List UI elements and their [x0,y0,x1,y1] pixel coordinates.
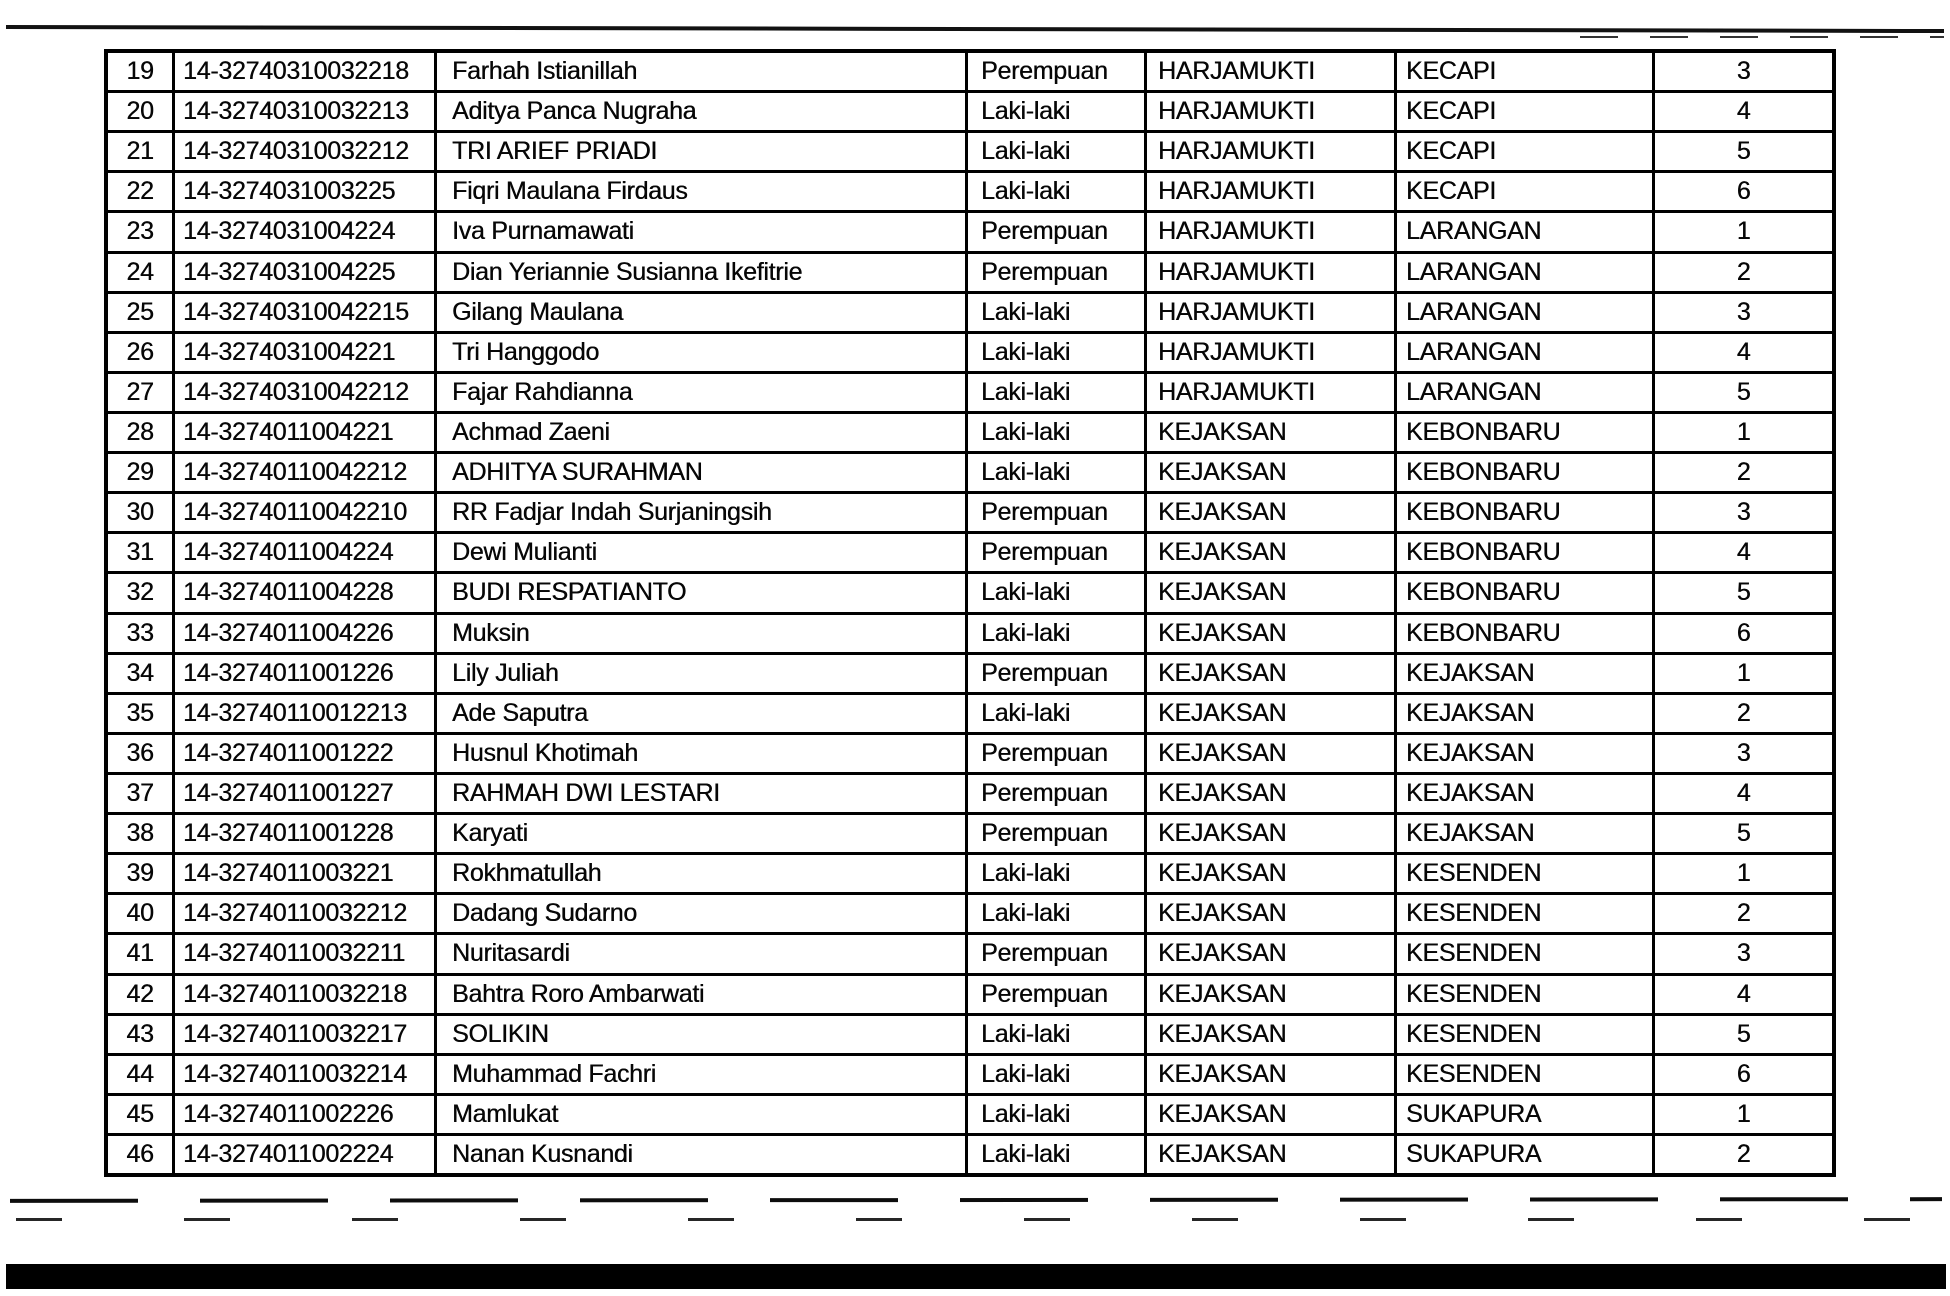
row-number-cell: 30 [108,494,175,531]
village-cell: KEBONBARU [1397,494,1655,531]
name-cell: Nanan Kusnandi [437,1136,968,1173]
district-cell: KEJAKSAN [1147,735,1397,772]
district-cell: KEJAKSAN [1147,1136,1397,1173]
scan-artifact-top-line [6,25,1944,33]
table-row [108,1136,1832,1173]
gender-cell: Perempuan [968,815,1147,852]
sequence-cell: 1 [1736,1099,1751,1128]
gender-cell: Laki-laki [968,334,1147,371]
village-cell: KESENDEN [1397,855,1655,892]
name-cell: Dian Yeriannie Susianna Ikefitrie [437,254,968,291]
name-cell: ADHITYA SURAHMAN [437,454,968,491]
row-number-cell: 39 [108,855,175,892]
name-cell: Farhah Istianillah [437,53,968,90]
row-number-cell: 27 [108,374,175,411]
village-cell: KEJAKSAN [1397,655,1655,692]
row-number-cell: 20 [108,93,175,130]
district-cell: HARJAMUKTI [1147,254,1397,291]
village-cell: LARANGAN [1397,294,1655,331]
registration-id-cell: 14-3274011001222 [175,735,437,772]
district-cell: KEJAKSAN [1147,655,1397,692]
table-row [108,815,1832,855]
name-cell: Dadang Sudarno [437,895,968,932]
district-cell: KEJAKSAN [1147,454,1397,491]
table-row [108,1056,1832,1096]
table-row [108,534,1832,574]
district-cell: HARJAMUKTI [1147,93,1397,130]
district-cell: KEJAKSAN [1147,1056,1397,1093]
row-number-cell: 45 [108,1096,175,1133]
sequence-cell: 5 [1736,377,1751,406]
gender-cell: Perempuan [968,534,1147,571]
row-number-cell: 44 [108,1056,175,1093]
table-row [108,976,1832,1016]
row-number-cell: 38 [108,815,175,852]
sequence-cell: 1 [1736,658,1751,687]
scan-artifact-dash-line-2 [16,1218,1936,1221]
name-cell: Fajar Rahdianna [437,374,968,411]
row-number-cell: 41 [108,935,175,972]
registration-id-cell: 14-32740110042210 [175,494,437,531]
table-row [108,855,1832,895]
table-row [108,735,1832,775]
village-cell: KESENDEN [1397,976,1655,1013]
district-cell: KEJAKSAN [1147,615,1397,652]
district-cell: KEJAKSAN [1147,1096,1397,1133]
sequence-cell: 6 [1736,618,1751,647]
name-cell: Mamlukat [437,1096,968,1133]
sequence-cell: 1 [1736,418,1751,447]
row-number-cell: 33 [108,615,175,652]
table-row [108,775,1832,815]
name-cell: BUDI RESPATIANTO [437,574,968,611]
district-cell: HARJAMUKTI [1147,213,1397,250]
gender-cell: Laki-laki [968,133,1147,170]
table-row [108,574,1832,614]
district-cell: KEJAKSAN [1147,775,1397,812]
district-cell: KEJAKSAN [1147,574,1397,611]
sequence-cell: 4 [1736,779,1751,808]
village-cell: KEBONBARU [1397,615,1655,652]
table-row [108,53,1832,93]
gender-cell: Perempuan [968,655,1147,692]
registration-id-cell: 14-32740110042212 [175,454,437,491]
row-number-cell: 22 [108,173,175,210]
registration-id-cell: 14-32740310032213 [175,93,437,130]
gender-cell: Laki-laki [968,173,1147,210]
gender-cell: Perempuan [968,494,1147,531]
row-number-cell: 43 [108,1016,175,1053]
sequence-cell: 5 [1736,1019,1751,1048]
village-cell: LARANGAN [1397,213,1655,250]
sequence-cell: 4 [1736,538,1751,567]
village-cell: KEBONBARU [1397,534,1655,571]
name-cell: Ade Saputra [437,695,968,732]
gender-cell: Laki-laki [968,374,1147,411]
sequence-cell: 3 [1736,498,1751,527]
row-number-cell: 25 [108,294,175,331]
gender-cell: Perempuan [968,775,1147,812]
table-row [108,133,1832,173]
district-cell: HARJAMUKTI [1147,53,1397,90]
district-cell: HARJAMUKTI [1147,294,1397,331]
table-row [108,173,1832,213]
row-number-cell: 23 [108,213,175,250]
registration-id-cell: 14-3274031004221 [175,334,437,371]
row-number-cell: 42 [108,976,175,1013]
gender-cell: Perempuan [968,976,1147,1013]
registration-id-cell: 14-3274011001228 [175,815,437,852]
name-cell: Achmad Zaeni [437,414,968,451]
district-cell: HARJAMUKTI [1147,374,1397,411]
scan-artifact-bottom-bar [6,1264,1946,1289]
gender-cell: Perempuan [968,53,1147,90]
registration-id-cell: 14-32740110032218 [175,976,437,1013]
sequence-cell: 4 [1736,979,1751,1008]
sequence-cell: 2 [1736,698,1751,727]
row-number-cell: 40 [108,895,175,932]
registration-id-cell: 14-32740110032214 [175,1056,437,1093]
sequence-cell: 6 [1736,177,1751,206]
village-cell: KECAPI [1397,93,1655,130]
village-cell: KESENDEN [1397,1016,1655,1053]
sequence-cell: 2 [1736,1140,1751,1168]
gender-cell: Laki-laki [968,895,1147,932]
sequence-cell: 6 [1736,1059,1751,1088]
name-cell: Dewi Mulianti [437,534,968,571]
district-cell: KEJAKSAN [1147,414,1397,451]
gender-cell: Laki-laki [968,93,1147,130]
row-number-cell: 28 [108,414,175,451]
table-row [108,454,1832,494]
name-cell: Aditya Panca Nugraha [437,93,968,130]
village-cell: KEBONBARU [1397,574,1655,611]
name-cell: Tri Hanggodo [437,334,968,371]
gender-cell: Perempuan [968,213,1147,250]
name-cell: Lily Juliah [437,655,968,692]
district-cell: HARJAMUKTI [1147,133,1397,170]
village-cell: SUKAPURA [1397,1096,1655,1133]
village-cell: KEJAKSAN [1397,735,1655,772]
name-cell: Karyati [437,815,968,852]
district-cell: KEJAKSAN [1147,895,1397,932]
row-number-cell: 35 [108,695,175,732]
row-number-cell: 37 [108,775,175,812]
registration-id-cell: 14-32740310032212 [175,133,437,170]
village-cell: KEJAKSAN [1397,695,1655,732]
district-cell: KEJAKSAN [1147,1016,1397,1053]
registration-id-cell: 14-3274031004224 [175,213,437,250]
gender-cell: Laki-laki [968,615,1147,652]
registration-id-cell: 14-32740110032211 [175,935,437,972]
gender-cell: Perempuan [968,735,1147,772]
sequence-cell: 3 [1736,738,1751,767]
table-row [108,494,1832,534]
row-number-cell: 26 [108,334,175,371]
registration-id-cell: 14-32740310042215 [175,294,437,331]
sequence-cell: 1 [1736,859,1751,888]
row-number-cell: 36 [108,735,175,772]
table-row [108,1096,1832,1136]
table-row [108,655,1832,695]
table-row [108,374,1832,414]
name-cell: Nuritasardi [437,935,968,972]
gender-cell: Laki-laki [968,294,1147,331]
registration-id-cell: 14-3274011004221 [175,414,437,451]
row-number-cell: 21 [108,133,175,170]
sequence-cell: 4 [1736,97,1751,126]
registration-id-cell: 14-3274011002224 [175,1136,437,1173]
gender-cell: Laki-laki [968,695,1147,732]
scan-artifact-dash-line-1 [10,1197,1942,1203]
name-cell: RR Fadjar Indah Surjaningsih [437,494,968,531]
table-row [108,334,1832,374]
row-number-cell: 19 [108,53,175,90]
sequence-cell: 2 [1736,458,1751,487]
registration-id-cell: 14-3274011003221 [175,855,437,892]
name-cell: SOLIKIN [437,1016,968,1053]
name-cell: Bahtra Roro Ambarwati [437,976,968,1013]
gender-cell: Laki-laki [968,454,1147,491]
table-row [108,1016,1832,1056]
registration-id-cell: 14-3274011004224 [175,534,437,571]
village-cell: KEJAKSAN [1397,815,1655,852]
registration-id-cell: 14-32740110032217 [175,1016,437,1053]
row-number-cell: 24 [108,254,175,291]
village-cell: SUKAPURA [1397,1136,1655,1173]
name-cell: Rokhmatullah [437,855,968,892]
gender-cell: Laki-laki [968,855,1147,892]
sequence-cell: 3 [1736,297,1751,326]
district-cell: KEJAKSAN [1147,695,1397,732]
sequence-cell: 2 [1736,899,1751,928]
row-number-cell: 29 [108,454,175,491]
name-cell: Muksin [437,615,968,652]
village-cell: LARANGAN [1397,334,1655,371]
gender-cell: Laki-laki [968,1016,1147,1053]
table-row [108,895,1832,935]
name-cell: TRI ARIEF PRIADI [437,133,968,170]
registration-id-cell: 14-32740110012213 [175,695,437,732]
district-cell: HARJAMUKTI [1147,334,1397,371]
gender-cell: Perempuan [968,935,1147,972]
district-cell: KEJAKSAN [1147,494,1397,531]
table-row [108,93,1832,133]
scan-artifact-top-dashes [1580,36,1944,38]
gender-cell: Laki-laki [968,1136,1147,1173]
table-row [108,935,1832,975]
name-cell: Iva Purnamawati [437,213,968,250]
table-row [108,695,1832,735]
village-cell: KESENDEN [1397,895,1655,932]
registration-id-cell: 14-3274011001226 [175,655,437,692]
registration-id-cell: 14-3274031003225 [175,173,437,210]
table-row [108,414,1832,454]
district-cell: HARJAMUKTI [1147,173,1397,210]
registration-id-cell: 14-32740310042212 [175,374,437,411]
district-cell: KEJAKSAN [1147,534,1397,571]
gender-cell: Perempuan [968,254,1147,291]
sequence-cell: 1 [1736,217,1751,246]
sequence-cell: 5 [1736,578,1751,607]
registration-id-cell: 14-3274011001227 [175,775,437,812]
village-cell: KECAPI [1397,133,1655,170]
district-cell: KEJAKSAN [1147,935,1397,972]
village-cell: KEJAKSAN [1397,775,1655,812]
row-number-cell: 34 [108,655,175,692]
sequence-cell: 5 [1736,819,1751,848]
registration-id-cell: 14-32740110032212 [175,895,437,932]
table-row [108,615,1832,655]
registration-id-cell: 14-3274031004225 [175,254,437,291]
sequence-cell: 5 [1736,137,1751,166]
name-cell: Fiqri Maulana Firdaus [437,173,968,210]
name-cell: Muhammad Fachri [437,1056,968,1093]
sequence-cell: 2 [1736,257,1751,286]
name-cell: Husnul Khotimah [437,735,968,772]
village-cell: KEBONBARU [1397,414,1655,451]
registration-id-cell: 14-3274011004228 [175,574,437,611]
table-row [108,254,1832,294]
row-number-cell: 46 [108,1136,175,1173]
sequence-cell: 4 [1736,337,1751,366]
row-number-cell: 32 [108,574,175,611]
row-number-cell: 31 [108,534,175,571]
village-cell: KECAPI [1397,173,1655,210]
gender-cell: Laki-laki [968,414,1147,451]
table-row [108,213,1832,253]
district-cell: KEJAKSAN [1147,976,1397,1013]
registration-id-cell: 14-32740310032218 [175,53,437,90]
village-cell: KESENDEN [1397,935,1655,972]
village-cell: KECAPI [1397,53,1655,90]
sequence-cell: 3 [1736,939,1751,968]
district-cell: KEJAKSAN [1147,855,1397,892]
name-cell: RAHMAH DWI LESTARI [437,775,968,812]
village-cell: LARANGAN [1397,254,1655,291]
gender-cell: Laki-laki [968,574,1147,611]
sequence-cell: 3 [1736,57,1751,86]
gender-cell: Laki-laki [968,1096,1147,1133]
gender-cell: Laki-laki [968,1056,1147,1093]
village-cell: KEBONBARU [1397,454,1655,491]
village-cell: KESENDEN [1397,1056,1655,1093]
table-row [108,294,1832,334]
registration-id-cell: 14-3274011004226 [175,615,437,652]
village-cell: LARANGAN [1397,374,1655,411]
participants-table [104,49,1836,1177]
registration-id-cell: 14-3274011002226 [175,1096,437,1133]
district-cell: KEJAKSAN [1147,815,1397,852]
name-cell: Gilang Maulana [437,294,968,331]
